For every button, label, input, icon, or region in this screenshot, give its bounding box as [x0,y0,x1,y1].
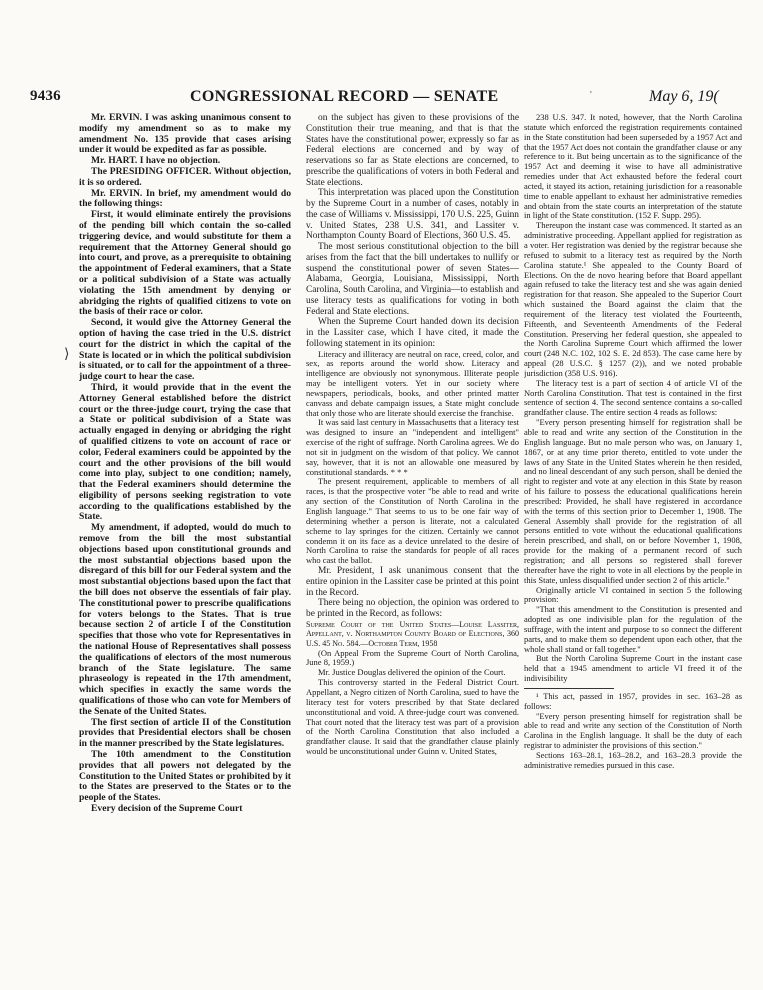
paragraph: Third, it would provide that in the event the Attorney General established before the district court or the three-judge court, trying the case that a State or political subdivision of a State was actually engaged in denying or abridging the right of qualified citizens to vote on account of race or color, Federal examiners could be appointed by the court and the other provisions of the bill would come into play, subject to one condition; namely, that the Federal examiners should determine the eligibility of persons seeking registration to vote according to the qualifications established by the State. [79,381,291,523]
case-caption: Supreme Court of the United States—Louise Lassiter, Appellant, v. Northampton County Board of Elections, 360 U.S. 45 No. 584.—October Term, 1958 [306,619,519,648]
margin-bracket-mark: ⟩ [64,347,70,362]
opinion-paragraph: Mr. Justice Douglas delivered the opinion of the Court. [318,667,506,678]
quoted-paragraph: The present requirement, applicable to members of all races, is that the prospective voter "be able to read and write any section of the Constitution of North Carolina in the English language." That seems to us to be one fair way of determining whether a person is literate, not a calculated scheme to lay springes for the citizen. Certainly we cannot condemn it on its face as a device unrelated to the desire of North Carolina to raise the standards for people of all races who cast the ballot. [306,476,519,566]
footnote: ¹ This act, passed in 1957, provides in sec. 163–28 as follows: [524,691,742,711]
page-header [30,88,763,110]
paragraph: Second, it would give the Attorney General the option of having the case tried in the U.S. district court for the district in which the capital of the State is located or in which the political subdivision is situated, or to call for the appointment of a three-judge court to hear the case. [79,317,291,383]
paragraph: Mr. ERVIN. In brief, my amendment would do the following things: [79,187,291,210]
footnotes [524,692,742,770]
opinion-paragraph: Thereupon the instant case was commenced. It started as an administrative proceeding. Appellant applied for registration as a voter. Her registration was denied by the registrar because she refused to submit to a literacy test as required by the North Carolina statute.¹ She appealed to the County Board of Elections. On the de novo hearing before that Board appellant again refused to take the literacy test and she was again denied registration for that reason. She appealed to the Superior Court which sustained the Board against the claim that the requirement of the literacy test violated the Fourteenth, Fifteenth, and Seventeenth Amendments of the Federal Constitution. Preserving her federal question, she appealed to the North Carolina Supreme Court which affirmed the lower court (248 N.C. 102, 102 S. E. 2d 853). The case came here by appeal (28 U.S.C. § 1257 (2)), and we noted probable jurisdiction (358 U.S. 916). [524,220,742,378]
opinion-paragraph: 238 U.S. 347. It noted, however, that the North Carolina statute which enforced the registration requirements contained in the State constitution had been superseded by a 1957 Act and that the 1957 Act does not contain the grandfather clause or any reference to it. But being uncertain as to the significance of the 1957 Act and deeming it wise to have all administrative remedies under that Act exhausted before the federal court acted, it stayed its action, retaining jurisdiction for a reasonable time to enable appellant to exhaust her administrative remedies and obtain from the state courts an interpretation of the statute in light of the State constitution. (152 F. Supp. 295). [524,113,742,221]
paragraph: There being no objection, the opinion was ordered to be printed in the Record, as follows: [306,598,519,620]
paragraph: First, it would eliminate entirely the provisions of the pending bill which contain the so-called triggering device, and would substitute for them a requirement that the Attorney General should go into court, and prove, as a prerequisite to obtaining the appointment of Federal examiners, that a State or a political subdivision of a State was actually violating the 15th amendment by denying or abridging the rights of qualified citizens to vote on the basis of their race or color. [79,209,291,318]
opinion-paragraph: This controversy started in the Federal District Court. Appellant, a Negro citizen of North Carolina, sued to have the literacy test for voters prescribed by that State declared unconstitutional and void. A three-judge court was convened. That court noted that the literacy test was part of a provision of the North Carolina Constitution that also included a grandfather clause. It said that the grandfather clause plainly would be unconstitutional under Guinn v. United States, [306,677,519,757]
paragraph: Mr. HART. I have no objection. [91,155,221,167]
paragraph: The 10th amendment to the Constitution provides that all powers not delegated by the Constitution to the United States or prohibited by it to the States are preserved to the States or to the people of the States. [79,749,291,804]
quoted-paragraph: "That this amendment to the Constitution is presented and adopted as one indivisible plan for the regulation of the suffrage, with the intent and purpose to so connect the different parts, and to make them so dependent upon each other, that the whole shall stand or fall together." [524,604,742,654]
quoted-paragraph: "Every person presenting himself for registration shall be able to read and write any section of the Constitution in the English language. But no male person who was, on January 1, 1867, or at any time prior thereto, entitled to vote under the laws of any State in the United States wherein he then resided, and no lineal descendant of any such person, shall be denied the right to register and vote at any election in this State by reason of his failure to possess the educational qualifications herein prescribed: Provided, he shall have registered in accordance with the terms of this section prior to December 1, 1908. The General Assembly shall provide for the registration of all persons entitled to vote without the educational qualifications herein prescribed, and shall, on or before November 1, 1908, provide for the making of a permanent record of such registration; and all persons so registered shall forever thereafter have the right to vote in all elections by the people in this State, unless disqualified under section 2 of this article." [524,417,742,585]
paragraph: The first section of article II of the Constitution provides that Presidential electors shall be chosen in the manner prescribed by the State legislatures. [79,716,291,750]
opinion-paragraph: Originally article VI contained in section 5 the following provision: [524,584,742,605]
paragraph: Mr. President, I ask unanimous consent that the entire opinion in the Lassiter case be printed at this point in the Record. [306,566,519,598]
paragraph: on the subject has given to these provisions of the Constitution their true meaning, and that is that the States have the constitutional power, expressly so far as Federal elections are concerned and by way of reservations so far as State elections are concerned, to prescribe the qualifications of voters in both Federal and State elections. [306,113,519,188]
text-column-2 [306,113,519,990]
record-title: CONGRESSIONAL RECORD — SENATE [190,88,499,105]
paragraph: Every decision of the Supreme Court [91,803,243,814]
footnote-rule [524,688,614,689]
opinion-paragraph: The literacy test is a part of section 4 of article VI of the North Carolina Constitution. That test is contained in the first sentence of section 4. The second sentence contains a so-called grandfather clause. The entire section 4 reads as follows: [524,377,742,418]
paragraph: When the Supreme Court handed down its decision in the Lassiter case, which I have cited, it made the following statement in its opinion: [306,317,519,349]
page-date: May 6, 19( [649,88,719,105]
paragraph: This interpretation was placed upon the Constitution by the Supreme Court in a number of cases, notably in the case of Williams v. Mississippi, 170 U.S. 225, Guinn v. United States, 238 U.S. 341, and Lassiter v. Northampton County Board of Elections, 360 U.S. 45. [306,188,519,242]
paragraph: The most serious constitutional objection to the bill arises from the fact that the bill undertakes to nullify or suspend the constitutional power of seven States—Alabama, Georgia, Louisiana, Mississippi, North Carolina, South Carolina, and Virginia—to establish and use literacy tests as qualifications for voting in both Federal and State elections. [306,242,519,317]
margin-tick-mark: ' [590,90,592,101]
quoted-paragraph: It was said last century in Massachusetts that a literacy test was designed to insure an "independent and intelligent" exercise of the right of suffrage. North Carolina agrees. We do not sit in judgment on the wisdom of that policy. We cannot say, however, that it is not an allowable one measured by constitutional standards. * * * [306,417,519,477]
paragraph: The PRESIDING OFFICER. Without objection, it is so ordered. [79,165,291,188]
opinion-paragraph: (On Appeal From the Supreme Court of North Carolina, June 8, 1959.) [306,647,519,668]
quoted-paragraph: Literacy and illiteracy are neutral on race, creed, color, and sex, as reports around the world show. Literacy and intelligence are obviously not synonymous. Illiterate people may be intelligent voters. Yet in our society where newspapers, periodicals, books, and other printed matter canvass and debate campaign issues, a State might conclude that only those who are literate should exercise the franchise. [306,348,519,418]
paragraph: My amendment, if adopted, would do much to remove from the bill the most substantial objections based upon constitutional grounds and the most substantial objections based upon the disregard of this bill for our Federal system and the most substantial objections based upon the fact that the bill does not observe the essentials of fair play. The constitutional power to prescribe qualifications for voters belongs to the States. That is true because section 2 of article I of the Constitution specifies that those who vote for Representatives in the national House of Representatives shall possess the qualifications of electors of the most numerous branch of the State legislature. The same phraseology is repeated in the 17th amendment, which specifies in exactly the same words the qualifications of those who can vote for Members of the Senate of the United States. [79,522,291,717]
text-column-1 [79,113,291,990]
text-column-3 [524,113,742,990]
footnote: Sections 163–28.1, 163–28.2, and 163–28.3 provide the administrative remedies pursued in this case. [524,750,742,770]
footnote: "Every person presenting himself for registration shall be able to read and write any section of the Constitution of North Carolina in the English language. It shall be the duty of each registrar to administer the provisions of this section." [524,711,742,750]
opinion-paragraph: But the North Carolina Supreme Court in the instant case held that a 1945 amendment to article VI freed it of the indivisibility [524,653,742,684]
paragraph: Mr. ERVIN. I was asking unanimous consent to modify my amendment so as to make my amendment No. 135 provide that cases arising under it would be expedited as far as possible. [79,113,291,156]
page-number: 9436 [30,88,61,104]
